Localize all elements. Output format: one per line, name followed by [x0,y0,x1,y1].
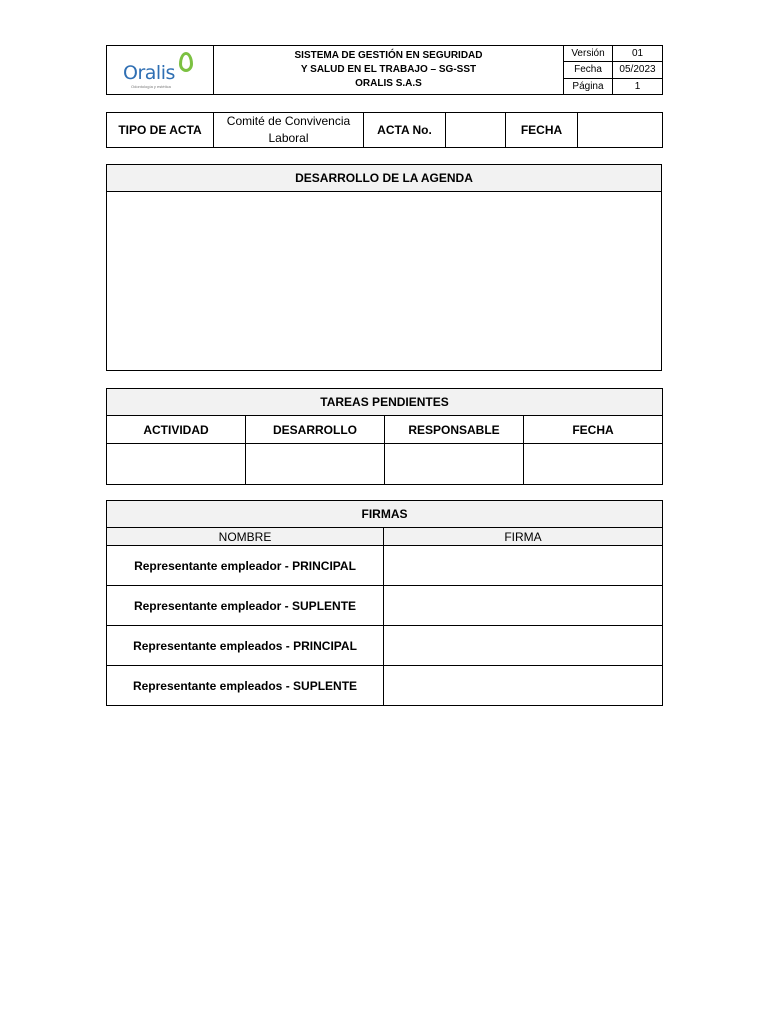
col-firma: FIRMA [384,528,663,546]
col-nombre: NOMBRE [107,528,384,546]
company-logo [117,48,203,92]
responsable-cell[interactable] [385,444,524,485]
col-fecha: FECHA [524,416,663,444]
document-title [214,46,564,95]
page-value: 1 [613,78,663,94]
agenda-content-field[interactable] [107,192,662,371]
signature-field[interactable] [384,546,663,586]
fecha-field[interactable] [578,113,663,148]
fecha-cell[interactable] [524,444,663,485]
fecha-label: FECHA [506,113,578,148]
signatures-table [106,500,663,706]
agenda-title: DESARROLLO DE LA AGENDA [107,165,662,192]
signer-row-label: Representante empleador - SUPLENTE [107,586,384,626]
signer-row-label: Representante empleados - PRINCIPAL [107,626,384,666]
tipo-acta-value-line-1: Comité de Convivencia [226,114,351,128]
logo-tagline: Odontología y estética [131,84,171,89]
tipo-acta-value-line-2: Laboral [268,131,309,145]
logo-cell [107,46,214,95]
signer-row-label: Representante empleador - PRINCIPAL [107,546,384,586]
date-value: 05/2023 [613,62,663,78]
col-actividad: ACTIVIDAD [107,416,246,444]
date-label: Fecha [564,62,613,78]
desarrollo-cell[interactable] [246,444,385,485]
tooth-drop-icon [179,52,193,72]
page-label: Página [564,78,613,94]
logo-brand-text: Oralis [123,62,175,84]
version-value: 01 [613,46,663,62]
agenda-table [106,164,662,371]
signature-field[interactable] [384,666,663,706]
signatures-title: FIRMAS [107,501,663,528]
acta-no-field[interactable] [446,113,506,148]
pending-tasks-title: TAREAS PENDIENTES [107,389,663,416]
title-line-2: Y SALUD EN EL TRABAJO – SG-SST [300,64,477,75]
signature-field[interactable] [384,586,663,626]
col-desarrollo: DESARROLLO [246,416,385,444]
tipo-acta-label: TIPO DE ACTA [107,113,214,148]
document-header [106,45,663,95]
version-label: Versión [564,46,613,62]
acta-info-table [106,112,663,148]
signature-field[interactable] [384,626,663,666]
actividad-cell[interactable] [107,444,246,485]
signer-row-label: Representante empleados - SUPLENTE [107,666,384,706]
acta-no-label: ACTA No. [364,113,446,148]
title-line-3: ORALIS S.A.S [355,78,422,89]
pending-tasks-table [106,388,663,485]
title-line-1: SISTEMA DE GESTIÓN EN SEGURIDAD [294,50,483,61]
tipo-acta-value[interactable] [214,113,364,148]
col-responsable: RESPONSABLE [385,416,524,444]
